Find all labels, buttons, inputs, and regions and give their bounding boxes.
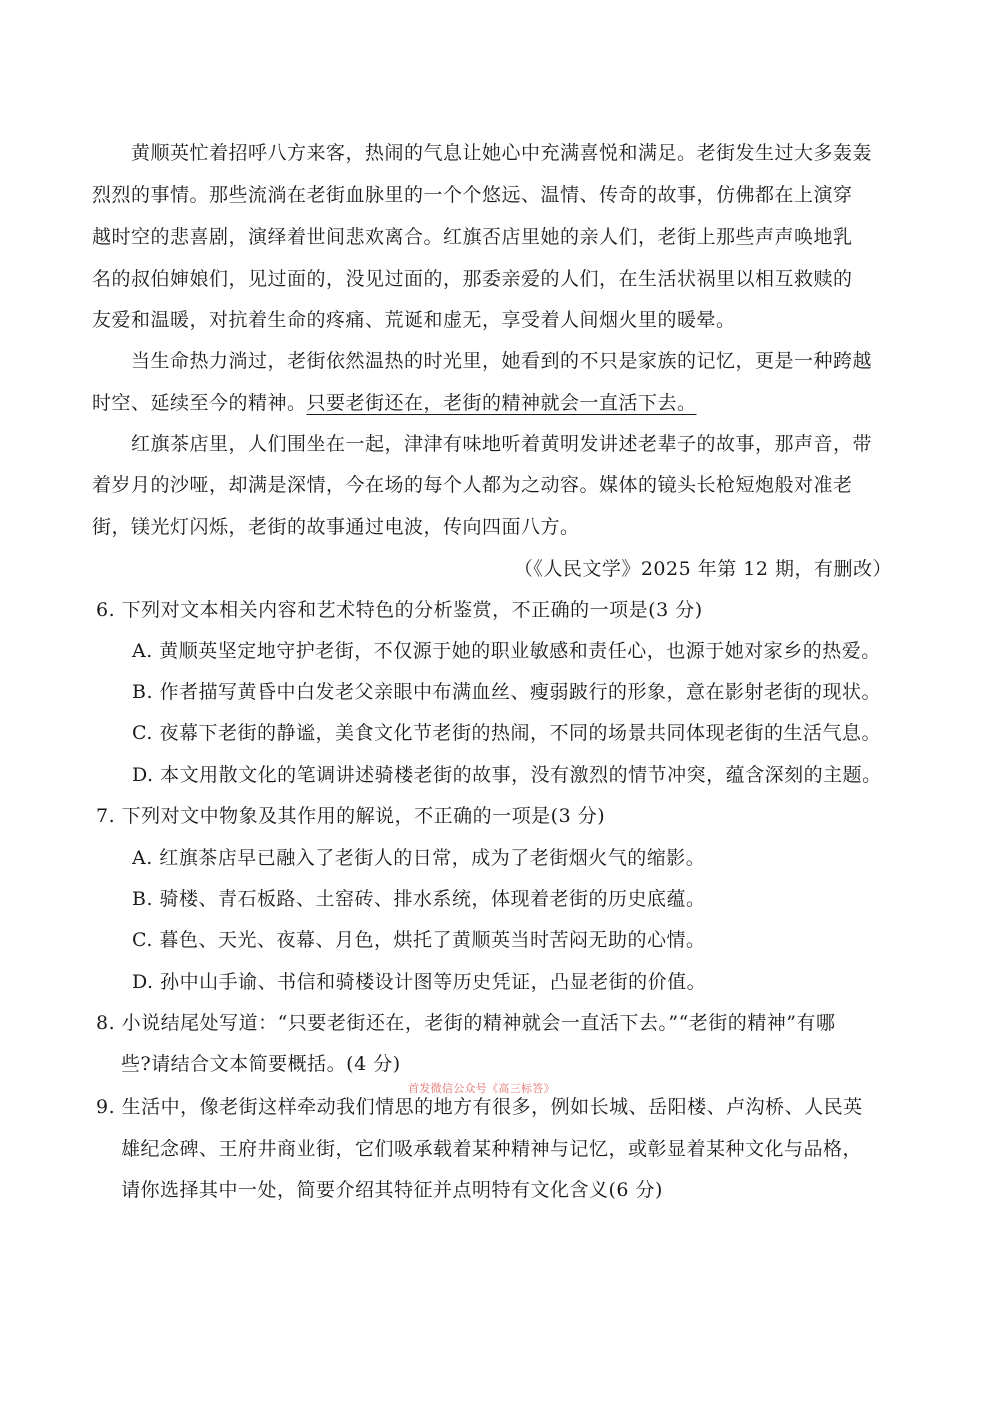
question-8-stem-cont: 些?请结合文本简要概括。(4 分) <box>121 1053 401 1075</box>
passage-line: 着岁月的沙哑，却满是深情，今在场的每个人都为之动容。媒体的镜头长枪短炮般对准老 <box>92 474 853 496</box>
passage-line: 越时空的悲喜剧，演绎着世间悲欢离合。红旗否店里她的亲人们，老街上那些声声唤地乳 <box>92 226 853 248</box>
passage-line: 当生命热力淌过，老街依然温热的时光里，她看到的不只是家族的记忆，更是一种跨越 <box>92 350 873 372</box>
passage-line: 烈烈的事情。那些流淌在老街血脉里的一个个悠远、温情、传奇的故事，仿佛都在上演穿 <box>92 184 853 206</box>
question-6-option-a: A. 黄顺英坚定地守护老街，不仅源于她的职业敏感和责任心，也源于她对家乡的热爱。 <box>132 640 881 662</box>
question-9-stem-cont: 请你选择其中一处，简要介绍其特征并点明特有文化含义(6 分) <box>121 1179 663 1201</box>
question-6-option-b: B. 作者描写黄昏中白发老父亲眼中布满血丝、瘦弱跛行的形象，意在影射老街的现状。 <box>132 681 882 703</box>
passage-line: 友爱和温暖，对抗着生命的疼痛、荒诞和虚无，享受着人间烟火里的暖晕。 <box>92 309 736 331</box>
question-6-option-d: D. 本文用散文化的笔调讲述骑楼老街的故事，没有激烈的情节冲突，蕴含深刻的主题。 <box>132 764 882 786</box>
passage-line <box>92 390 892 416</box>
passage-line: 红旗茶店里，人们围坐在一起，津津有味地听着黄明发讲述老辈子的故事，那声音，带 <box>92 433 873 455</box>
passage-line: 街，镁光灯闪烁，老街的故事通过电波，传向四面八方。 <box>92 516 580 538</box>
source-citation: （《人民文学》2025 年第 12 期，有删改） <box>513 558 892 580</box>
question-7-stem: 7. 下列对文中物象及其作用的解说，不正确的一项是(3 分) <box>96 805 606 827</box>
watermark-text: 首发微信公众号《高三标答》 <box>408 1082 555 1095</box>
question-6-option-c: C. 夜幕下老街的静谧，美食文化节老街的热闹，不同的场景共同体现老街的生活气息。 <box>132 722 881 744</box>
question-7-option-c: C. 暮色、天光、夜幕、月色，烘托了黄顺英当时苦闷无助的心情。 <box>132 929 706 951</box>
passage-line: 黄顺英忙着招呼八方来客，热闹的气息让她心中充满喜悦和满足。老街发生过大多轰轰 <box>92 142 873 164</box>
underlined-key-sentence: 只要老街还在，老街的精神就会一直活下去。 <box>306 392 697 414</box>
question-7-option-d: D. 孙中山手谕、书信和骑楼设计图等历史凭证，凸显老街的价值。 <box>132 971 707 993</box>
question-9-stem: 9. 生活中，像老街这样牵动我们情思的地方有很多，例如长城、岳阳楼、卢沟桥、人民英 <box>96 1096 863 1118</box>
question-6-stem: 6. 下列对文本相关内容和艺术特色的分析鉴赏，不正确的一项是(3 分) <box>96 599 703 621</box>
passage-line: 名的叔伯婶娘们，见过面的，没见过面的，那委亲爱的人们，在生活状祸里以相互救赎的 <box>92 268 853 290</box>
question-9-stem-cont: 雄纪念碑、王府井商业街，它们吸承载着某种精神与记忆，或彰显着某种文化与品格， <box>121 1138 863 1160</box>
question-8-stem: 8. 小说结尾处写道：“只要老街还在，老街的精神就会一直活下去。”“老街的精神”有哪 <box>96 1012 836 1034</box>
passage-text: 时空、延续至今的精神。 <box>92 392 307 414</box>
question-7-option-a: A. 红旗茶店早已融入了老街人的日常，成为了老街烟火气的缩影。 <box>132 847 706 869</box>
question-7-option-b: B. 骑楼、青石板路、土窑砖、排水系统，体现着老街的历史底蕴。 <box>132 888 706 910</box>
